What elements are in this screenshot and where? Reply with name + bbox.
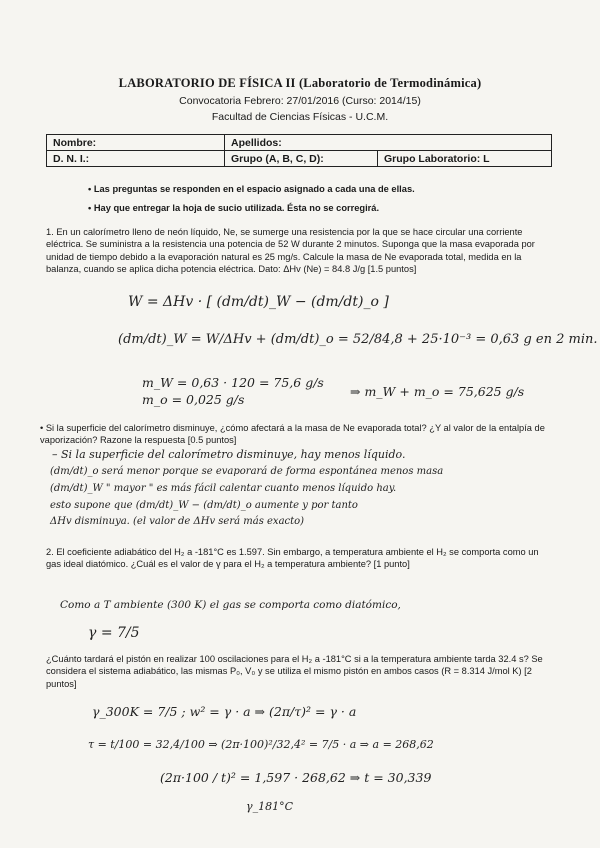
question-1b: • Si la superficie del calorímetro disminuye, ¿cómo afectará a la masa de Ne evaporada total? ¿Y al valor de la entalpía de vaporización? Razone la respuesta [0.5 puntos]: [40, 423, 545, 446]
grupo-field: Grupo (A, B, C, D):: [225, 151, 378, 167]
exam-title: LABORATORIO DE FÍSICA II (Laboratorio de Termodinámica): [118, 76, 482, 90]
answer-1b-line-4: esto supone que (dm/dt)_W − (dm/dt)_o aumente y por tanto: [50, 500, 358, 511]
answer-2-line-2: γ = 7/5: [88, 625, 140, 641]
nombre-field: Nombre:: [47, 135, 225, 151]
dni-field: D. N. I.:: [47, 151, 225, 167]
answer-3-line-4: γ_181°C: [246, 800, 293, 813]
answer-1-line-3: m_W = 0,63 · 120 = 75,6 g/s: [142, 375, 324, 390]
question-3: ¿Cuánto tardará el pistón en realizar 100 oscilaciones para el H₂ a -181°C si a la temperatura ambiente tarda 32.4 s? Se considera el sistema adiabático, las mismas P₀, V₀ y se utiliza el mismo pistón en ambos casos (R = 8.314 J/mol K) [2 puntos]: [46, 654, 543, 689]
answer-1-line-4: m_o = 0,025 g/s: [142, 392, 245, 407]
faculty-line: Facultad de Ciencias Físicas - U.C.M.: [211, 111, 389, 123]
answer-3-line-2: τ = t/100 = 32,4/100 ⇒ (2π·100)²/32,4² = 7/5 · a ⇒ a = 268,62: [88, 738, 434, 751]
answer-1-line-5: ⇒ m_W + m_o = 75,625 g/s: [350, 384, 525, 399]
question-1: 1. En un calorímetro lleno de neón líquido, Ne, se sumerge una resistencia por la que se hace circular una corriente eléctrica. Se suministra a la resistencia una potencia de 52 W durante 2 minutos. Suponga que la masa evaporada por unidad de tiempo debido a la evaporación natural es 25 mg/s. Calcule la masa de Ne evaporada total, medida en la balanza, cuando se aplica dicha potencia eléctrica. Dato: ΔHv (Ne) = 84.8 J/g [1.5 puntos]: [46, 227, 535, 275]
question-2: 2. El coeficiente adiabático del H₂ a -181°C es 1.597. Sin embargo, a temperatura ambiente el H₂ se comporta como un gas ideal diatómico. ¿Cuál es el valor de γ para el H₂ a temperatura ambiente? [1 punto]: [46, 547, 539, 570]
answer-2-line-1: Como a T ambiente (300 K) el gas se comporta como diatómico,: [60, 599, 401, 611]
answer-1b-line-3: (dm/dt)_W " mayor " es más fácil calentar cuanto menos líquido hay.: [50, 483, 397, 494]
answer-3-line-1: γ_300K = 7/5 ; w² = γ · a ⇒ (2π/τ)² = γ · a: [92, 704, 357, 719]
rule-1: • Las preguntas se responden en el espacio asignado a cada una de ellas.: [88, 184, 415, 194]
grupo-lab-field: Grupo Laboratorio: L: [378, 151, 552, 167]
answer-1b-line-1: – Si la superficie del calorímetro disminuye, hay menos líquido.: [52, 448, 406, 461]
exam-session: Convocatoria Febrero: 27/01/2016 (Curso: 2014/15): [179, 95, 421, 107]
rule-2: • Hay que entregar la hoja de sucio utilizada. Ésta no se corregirá.: [88, 203, 380, 213]
apellidos-field: Apellidos:: [225, 135, 552, 151]
answer-1b-line-5: ΔHv disminuya. (el valor de ΔHv será más exacto): [50, 516, 305, 527]
answer-1-line-2: (dm/dt)_W = W/ΔHv + (dm/dt)_o = 52/84,8 + 25·10⁻³ = 0,63 g en 2 min.: [118, 332, 598, 347]
student-info-table: [46, 134, 552, 167]
answer-1-line-1: W = ΔHv · [ (dm/dt)_W − (dm/dt)_o ]: [128, 294, 389, 310]
answer-1b-line-2: (dm/dt)_o será menor porque se evaporará de forma espontánea menos masa: [50, 466, 444, 477]
answer-3-line-3: (2π·100 / t)² = 1,597 · 268,62 ⇒ t = 30,339: [160, 770, 432, 785]
